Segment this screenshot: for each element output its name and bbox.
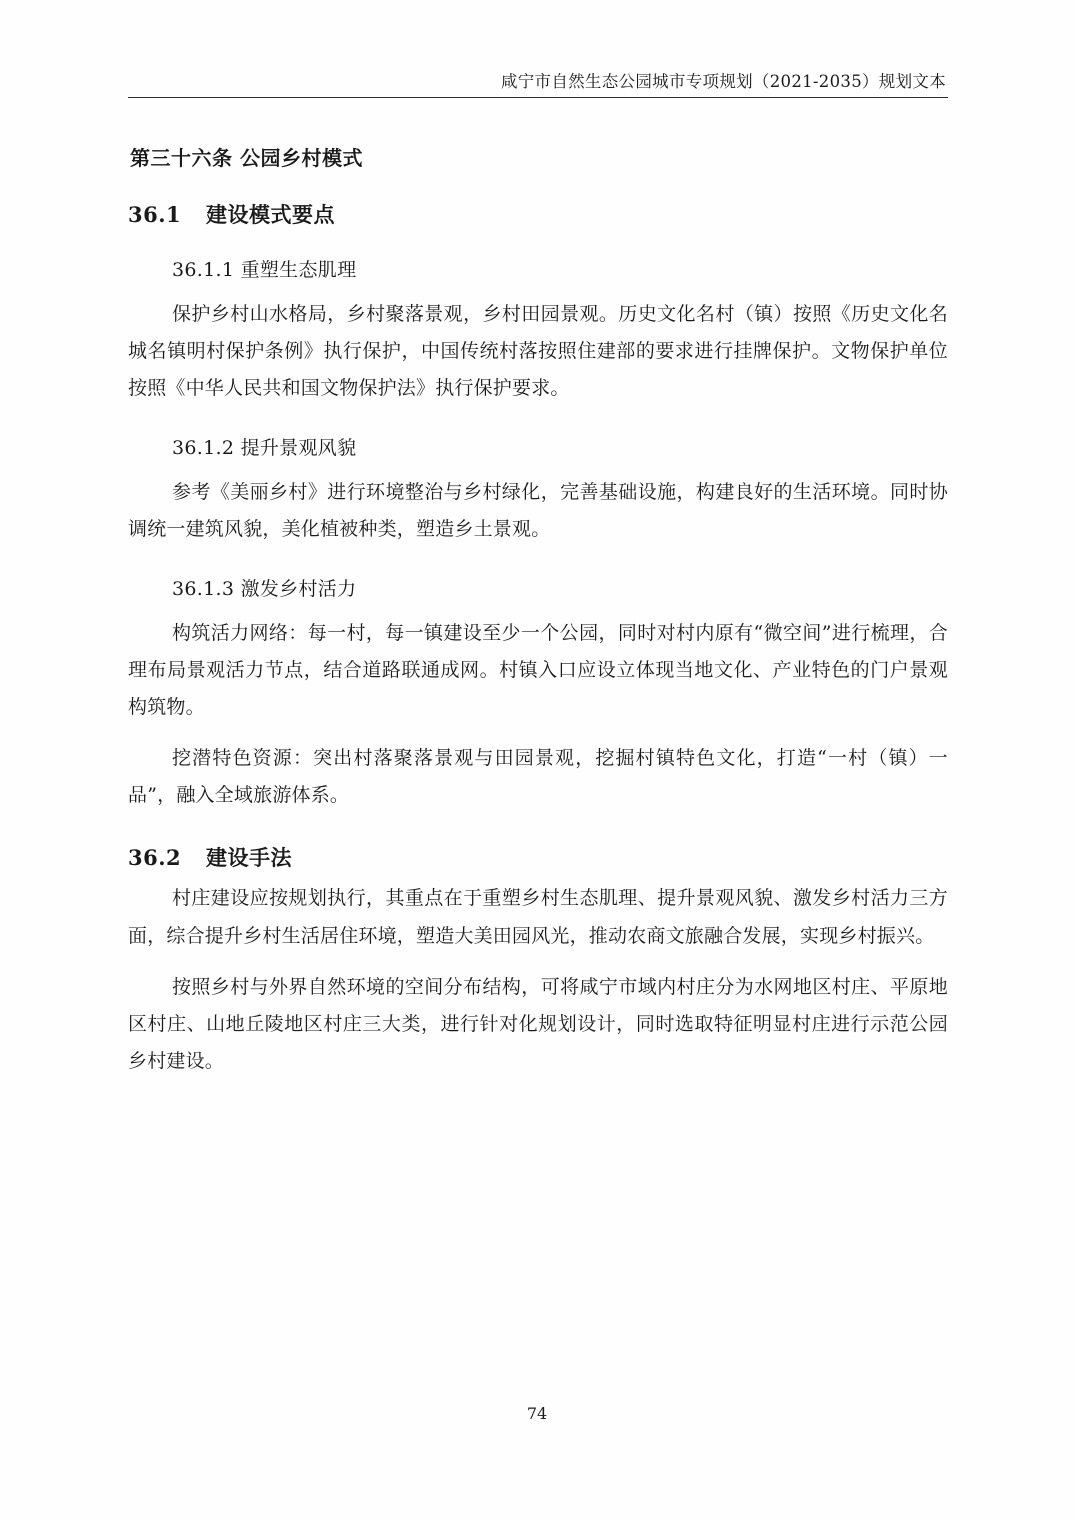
section-number-36-1: 36.1 (128, 202, 182, 227)
section-number-36-2: 36.2 (128, 845, 182, 871)
page-number: 74 (526, 1404, 548, 1423)
section-heading-36-2 (128, 842, 948, 872)
paragraph-36-1-3-2: 挖潜特色资源：突出村落聚落景观与田园景观，挖掘村镇特色文化，打造“一村（镇）一品”，融入全域旅游体系。 (128, 747, 948, 807)
section-title-36-1: 建设模式要点 (206, 202, 335, 227)
paragraph-36-1-1-1: 保护乡村山水格局，乡村聚落景观，乡村田园景观。历史文化名村（镇）按照《历史文化名城名镇明村保护条例》执行保护，中国传统村落按照住建部的要求进行挂牌保护。文物保护单位按照《中华人民共和国文物保护法》执行保护要求。 (128, 303, 948, 400)
article-title: 第三十六条 公园乡村模式 (130, 146, 363, 170)
paragraph-36-1-2-1: 参考《美丽乡村》进行环境整治与乡村绿化，完善基础设施，构建良好的生活环境。同时协调统一建筑风貌，美化植被种类，塑造乡土景观。 (128, 481, 948, 541)
subsection-heading-36-1-2: 36.1.2 提升景观风貌 (172, 437, 357, 460)
paragraph-36-2-2: 按照乡村与外界自然环境的空间分布结构，可将咸宁市域内村庄分为水网地区村庄、平原地区村庄、山地丘陵地区村庄三大类，进行针对化规划设计，同时选取特征明显村庄进行示范公园乡村建设。 (128, 975, 948, 1072)
section-title-36-2: 建设手法 (206, 845, 292, 871)
running-header: 咸宁市自然生态公园城市专项规划（2021-2035）规划文本 (500, 72, 946, 91)
header-divider (128, 97, 948, 98)
section-heading-36-1 (128, 199, 948, 229)
paragraph-36-1-3-1: 构筑活力网络：每一村，每一镇建设至少一个公园，同时对村内原有“微空间”进行梳理，合理布局景观活力节点，结合道路联通成网。村镇入口应设立体现当地文化、产业特色的门户景观构筑物。 (128, 622, 948, 719)
subsection-heading-36-1-1: 36.1.1 重塑生态肌理 (172, 259, 357, 281)
subsection-heading-36-1-3: 36.1.3 激发乡村活力 (172, 578, 357, 601)
paragraph-36-2-1: 村庄建设应按规划执行，其重点在于重塑乡村生态肌理、提升景观风貌、激发乡村活力三方面，综合提升乡村生活居住环境，塑造大美田园风光，推动农商文旅融合发展，实现乡村振兴。 (128, 887, 948, 947)
page-content (128, 130, 948, 1080)
